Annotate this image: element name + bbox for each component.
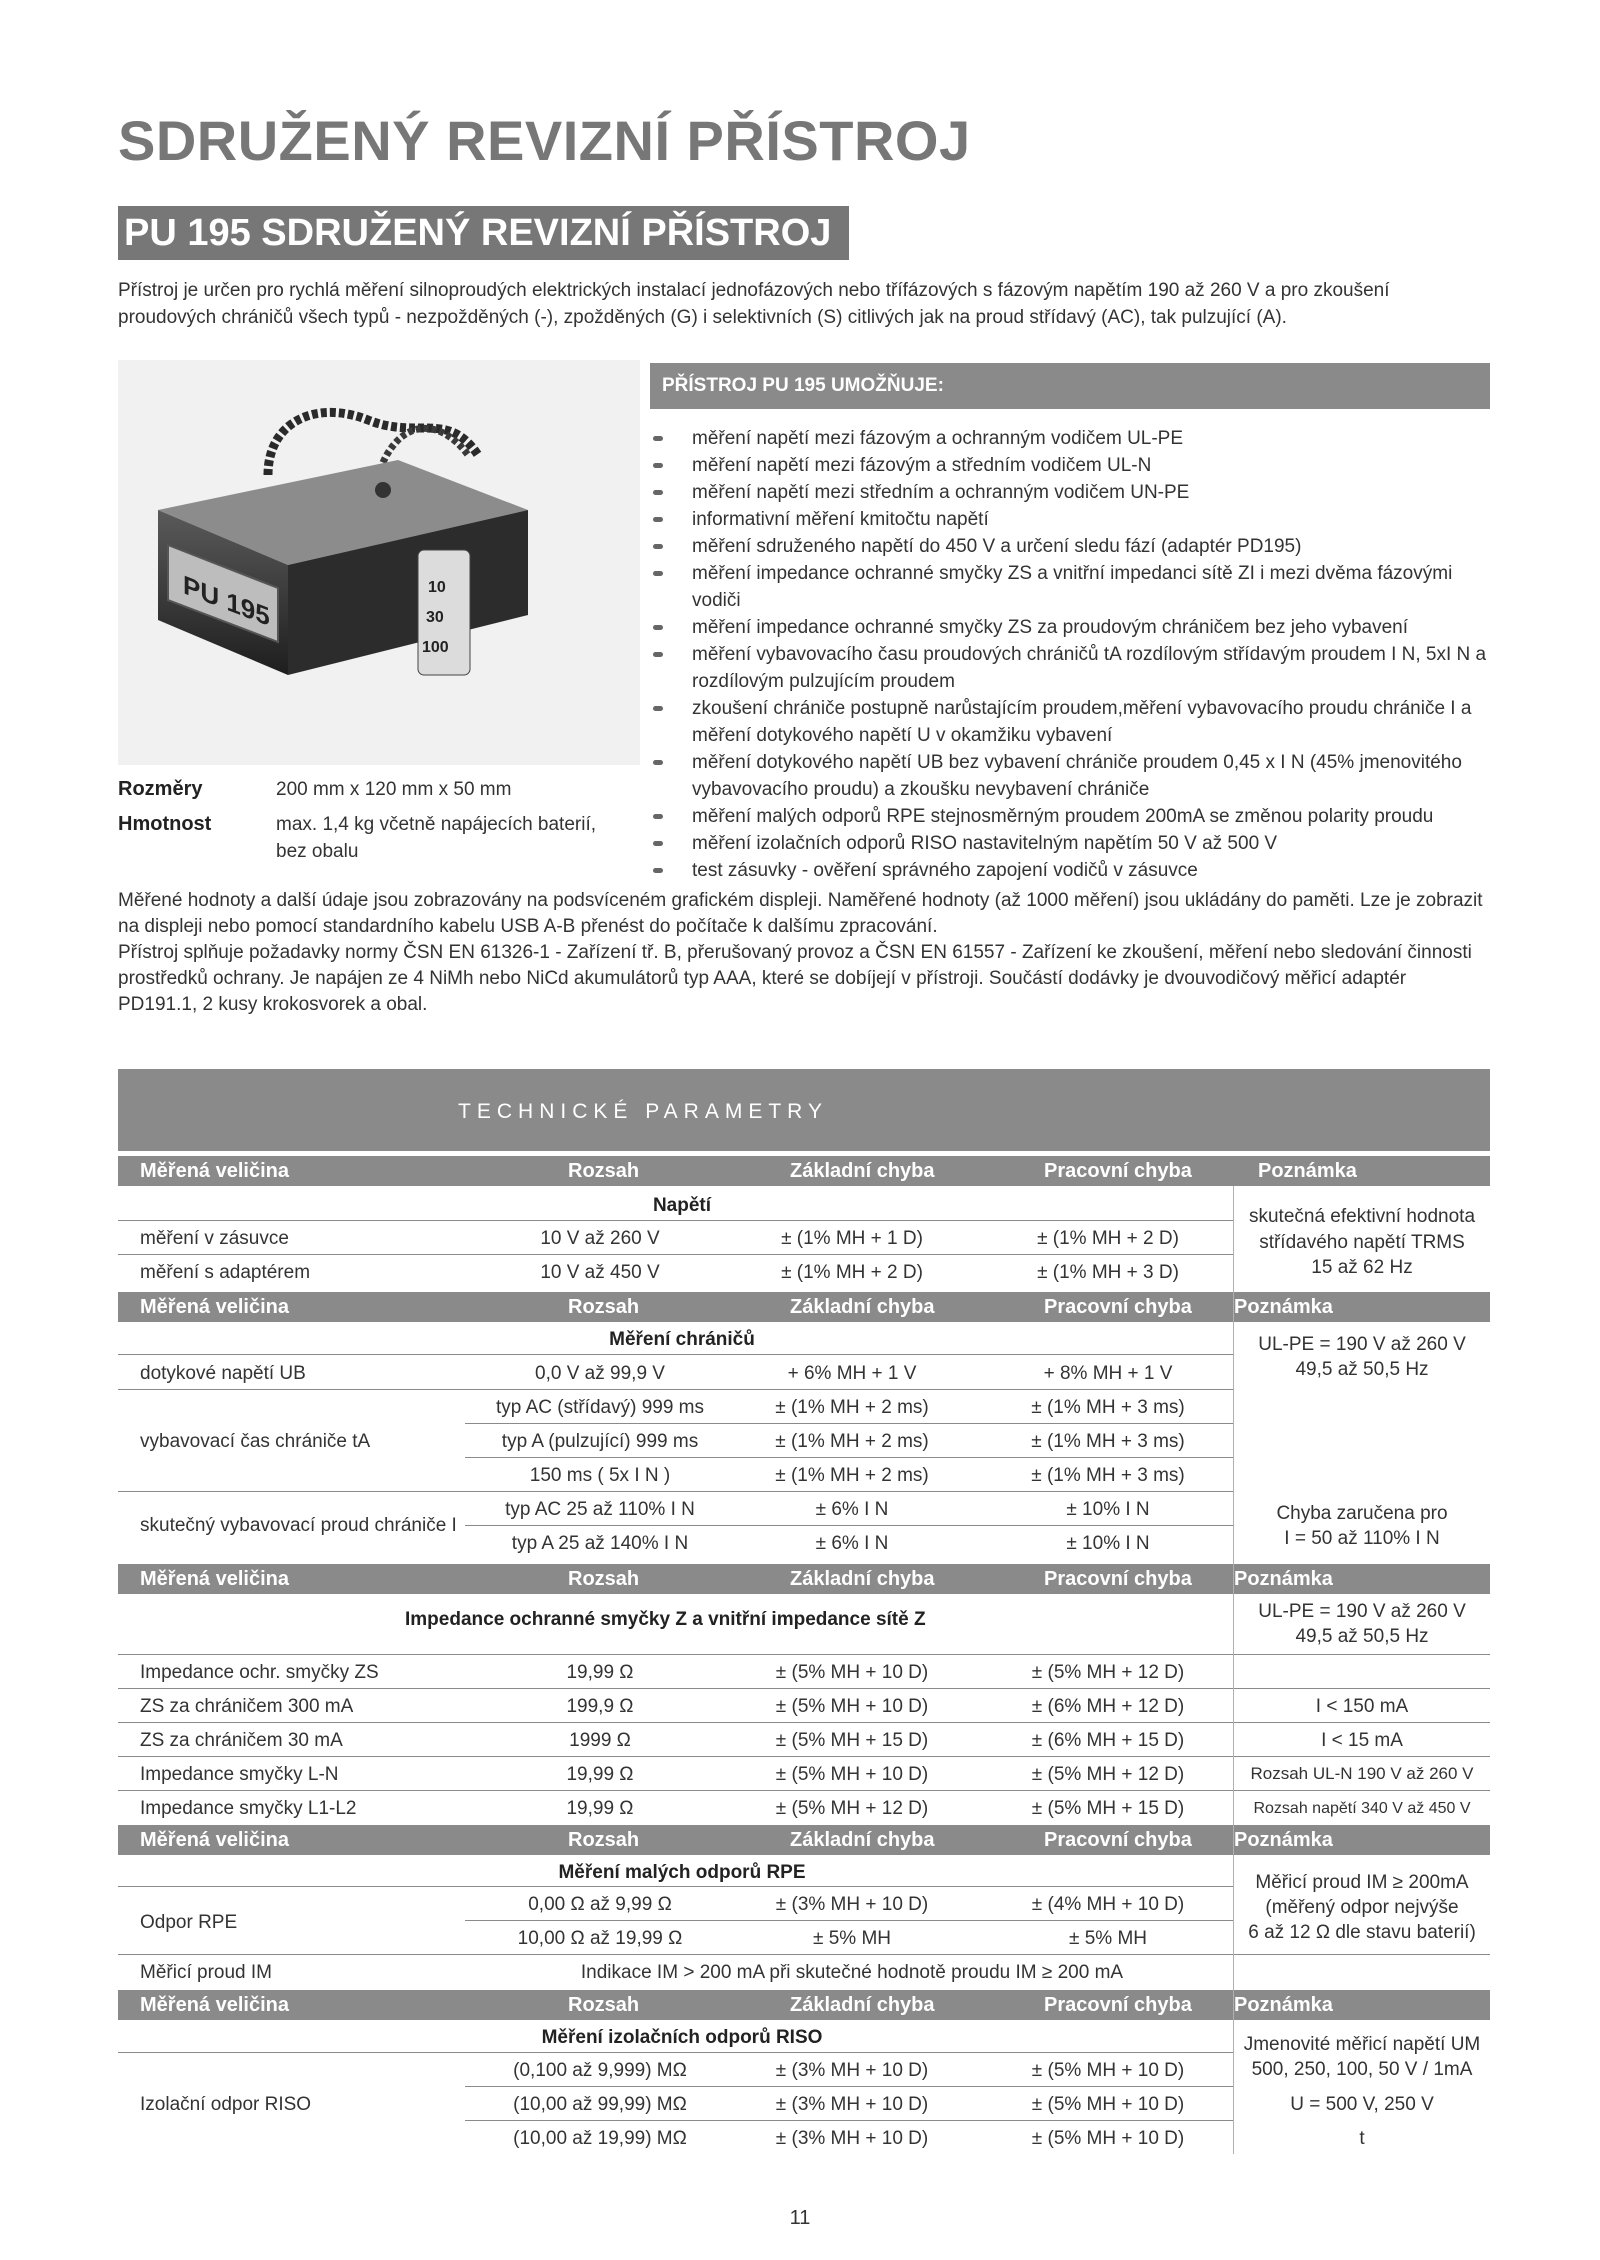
table-note: 15 až 62 Hz	[1311, 1257, 1413, 1278]
description-paragraph-2: Přístroj splňuje požadavky normy ČSN EN 61326-1 - Zařízení tř. B, přerušovaný provoz a ČSN EN 61557 - Zařízení ke zkoušení, měření nebo sledování činnosti prostředků ochrany. Je napájen ze 4 NiMh nebo NiCd akumulátorů typ AAA, které se dobíjejí v přístroji. Součástí dodávky je dvouvodičový měřicí adaptér PD191.1, 2 kusy krokosvorek a obal.	[118, 942, 1472, 1015]
table-cell: ± 10% I N	[1066, 1533, 1150, 1554]
table-note: Měřicí proud IM ≥ 200mA	[1255, 1872, 1469, 1893]
dial-label-2: 30	[426, 609, 444, 626]
table-cell: ± (5% MH + 15 D)	[775, 1730, 929, 1751]
table-note: (měřený odpor nejvýše	[1265, 1897, 1459, 1918]
table-header-row	[118, 1825, 1490, 1855]
weight-value-2: bez obalu	[276, 841, 359, 862]
table-cell: 19,99 Ω	[566, 1662, 634, 1683]
table-cell: + 8% MH + 1 V	[1043, 1363, 1173, 1384]
table-cell: vybavovací čas chrániče tA	[140, 1431, 371, 1452]
dimensions-value: 200 mm x 120 mm x 50 mm	[276, 779, 512, 800]
table-note: skutečná efektivní hodnota	[1248, 1206, 1476, 1227]
table-cell: 10,00 Ω až 19,99 Ω	[517, 1928, 683, 1949]
dimensions-label: Rozměry	[118, 778, 203, 800]
table-cell: ± (5% MH + 10 D)	[775, 1696, 929, 1717]
description-text	[118, 888, 1488, 1018]
table-cell: 199,9 Ω	[566, 1696, 634, 1717]
table-cell: typ A (pulzující) 999 ms	[501, 1431, 699, 1452]
table-cell: 19,99 Ω	[566, 1764, 634, 1785]
feature-item: zkoušení chrániče postupně narůstajícím proudem,měření vybavovacího proudu chrániče I a měření dotykového napětí U v okamžiku vybavení	[650, 695, 1500, 749]
header-note: Poznámka	[1234, 1994, 1333, 2016]
table-cell: ± 6% I N	[815, 1499, 889, 1520]
row-divider	[118, 2052, 1233, 2053]
header-working-error: Pracovní chyba	[1044, 1994, 1192, 2016]
table-cell: typ AC 25 až 110% I N	[505, 1499, 695, 1520]
feature-item: měření napětí mezi středním a ochranným vodičem UN-PE	[650, 479, 1500, 506]
table-note: I = 50 až 110% I N	[1284, 1528, 1440, 1549]
header-basic-error: Základní chyba	[790, 1160, 935, 1182]
table-cell: + 6% MH + 1 V	[787, 1363, 917, 1384]
weight-label: Hmotnost	[118, 813, 212, 835]
header-range: Rozsah	[568, 1829, 640, 1851]
table-cell: ± (1% MH + 3 D)	[1037, 1262, 1179, 1283]
table-cell: 0,0 V až 99,9 V	[535, 1363, 665, 1384]
table-cell: ZS za chráničem 300 mA	[140, 1696, 354, 1717]
table-cell: ± (5% MH + 12 D)	[1031, 1764, 1185, 1785]
table-cell: ± 6% I N	[815, 1533, 889, 1554]
table-note: střídavého napětí TRMS	[1259, 1232, 1465, 1253]
header-working-error: Pracovní chyba	[1044, 1296, 1192, 1318]
header-note: Poznámka	[1234, 1568, 1333, 1590]
table-cell: ± (5% MH + 10 D)	[775, 1662, 929, 1683]
page-title: SDRUŽENÝ REVIZNÍ PŘÍSTROJ	[118, 109, 971, 172]
device-illustration	[118, 360, 640, 765]
feature-item: měření vybavovacího času proudových chráničů tA rozdílovým střídavým proudem I N, 5xI N a rozdílovým pulzujícím proudem	[650, 641, 1500, 695]
page-number: 11	[789, 2207, 811, 2229]
row-divider	[118, 1654, 1490, 1655]
header-quantity: Měřená veličina	[140, 1160, 289, 1182]
table-cell: 1999 Ω	[569, 1730, 631, 1751]
table-cell: 150 ms ( 5x I N )	[529, 1465, 671, 1486]
feature-item: měření impedance ochranné smyčky ZS za proudovým chráničem bez jeho vybavení	[650, 614, 1500, 641]
table-note: Jmenovité měřicí napětí UM	[1243, 2034, 1481, 2055]
table-title: TECHNICKÉ PARAMETRY	[458, 1100, 828, 1123]
table-cell: 0,00 Ω až 9,99 Ω	[528, 1894, 672, 1915]
table-cell: 10 V až 260 V	[540, 1228, 660, 1249]
header-working-error: Pracovní chyba	[1044, 1829, 1192, 1851]
section-impedance-title: Impedance ochranné smyčky Z a vnitřní impedance sítě Z	[405, 1609, 926, 1630]
row-divider	[118, 1954, 1490, 1955]
table-header-row	[118, 1990, 1490, 2020]
table-cell: ± (5% MH + 12 D)	[1031, 1662, 1185, 1683]
row-divider	[118, 1491, 1233, 1492]
table-note: 500, 250, 100, 50 V / 1mA	[1251, 2059, 1473, 2080]
feature-item: informativní měření kmitočtu napětí	[650, 506, 1500, 533]
dial-label-3: 100	[422, 639, 449, 656]
table-note: Rozsah UL-N 190 V až 260 V	[1250, 1764, 1474, 1783]
table-note: Rozsah napětí 340 V až 450 V	[1253, 1800, 1471, 1817]
device-model-label: PU 195	[183, 569, 270, 633]
table-cell: ± (5% MH + 12 D)	[775, 1798, 929, 1819]
table-note: 6 až 12 Ω dle stavu baterií)	[1248, 1922, 1476, 1943]
feature-item: měření izolačních odporů RISO nastavitelným napětím 50 V až 500 V	[650, 830, 1500, 857]
table-cell: Impedance smyčky L-N	[140, 1764, 339, 1785]
table-cell: ± 10% I N	[1066, 1499, 1150, 1520]
table-cell: ± (5% MH + 15 D)	[1031, 1798, 1185, 1819]
table-cell: ± (5% MH + 10 D)	[1031, 2094, 1185, 2115]
row-divider	[465, 2086, 1233, 2087]
feature-item: měření napětí mezi fázovým a ochranným vodičem UL-PE	[650, 425, 1500, 452]
table-cell: ± (6% MH + 12 D)	[1031, 1696, 1185, 1717]
header-basic-error: Základní chyba	[790, 1568, 935, 1590]
table-cell: ± 5% MH	[1069, 1928, 1147, 1949]
table-note: t	[1359, 2128, 1365, 2149]
section-insulation-title: Měření izolačních odporů RISO	[541, 2027, 823, 2048]
feature-item: test zásuvky - ověření správného zapojení vodičů v zásuvce	[650, 857, 1500, 884]
feature-item: měření impedance ochranné smyčky ZS a vnitřní impedanci sítě ZI i mezi dvěma fázovými vodiči	[650, 560, 1500, 614]
section-title: PU 195 SDRUŽENÝ REVIZNÍ PŘÍSTROJ	[124, 212, 832, 254]
table-cell: ± (1% MH + 1 D)	[781, 1228, 923, 1249]
table-cell: ± (3% MH + 10 D)	[775, 1894, 929, 1915]
table-note: U = 500 V, 250 V	[1290, 2094, 1434, 2115]
row-divider	[465, 1423, 1233, 1424]
weight-value-1: max. 1,4 kg včetně napájecích baterií,	[276, 814, 597, 835]
feature-item: měření dotykového napětí UB bez vybavení chrániče proudem 0,45 x I N (45% jmenovitého vybavovacího proudu) a zkoušku nevybavení chrániče	[650, 749, 1500, 803]
table-note: UL-PE = 190 V až 260 V	[1258, 1334, 1466, 1355]
description-paragraph-1: Měřené hodnoty a další údaje jsou zobrazovány na podsvíceném grafickém displeji. Naměřené hodnoty (až 1000 měření) jsou ukládány do paměti. Lze je zobrazit na displeji nebo pomocí standardního kabelu USB A-B přenést do počítače k dalšímu zpracování.	[118, 890, 1483, 937]
table-cell: typ A 25 až 140% I N	[511, 1533, 689, 1554]
row-divider	[118, 1886, 1233, 1887]
table-header-row	[118, 1292, 1490, 1322]
feature-item: měření napětí mezi fázovým a středním vodičem UL-N	[650, 452, 1500, 479]
section-voltage-title: Napětí	[652, 1195, 712, 1216]
header-range: Rozsah	[568, 1568, 640, 1590]
table-cell: ZS za chráničem 30 mA	[140, 1730, 343, 1751]
row-divider	[465, 1525, 1233, 1526]
table-cell: ± (1% MH + 3 ms)	[1031, 1465, 1185, 1486]
table-cell: ± (1% MH + 3 ms)	[1031, 1397, 1185, 1418]
header-range: Rozsah	[568, 1160, 640, 1182]
row-divider	[465, 1920, 1233, 1921]
table-cell: Izolační odpor RISO	[140, 2094, 312, 2115]
table-note: I < 15 mA	[1321, 1730, 1403, 1751]
table-cell: skutečný vybavovací proud chrániče I	[140, 1515, 457, 1536]
table-cell: ± (1% MH + 2 ms)	[775, 1465, 929, 1486]
table-cell: Měřicí proud IM	[140, 1962, 272, 1983]
intro-paragraph: Přístroj je určen pro rychlá měření silnoproudých elektrických instalací jednofázových nebo třífázových s fázovým napětím 190 až 260 V a pro zkoušení proudových chráničů všech typů - nezpožděných (-), zpožděných (G) i selektivních (S) citlivých jak na proud střídavý (AC), tak pulzující (A).	[118, 280, 1390, 328]
table-cell: (10,00 až 19,99) MΩ	[513, 2128, 687, 2149]
connector-socket	[375, 482, 391, 498]
header-quantity: Měřená veličina	[140, 1829, 289, 1851]
table-cell: typ AC (střídavý) 999 ms	[495, 1397, 705, 1418]
row-divider	[118, 1756, 1490, 1757]
table-header-row	[118, 1564, 1490, 1594]
table-cell: měření v zásuvce	[140, 1228, 289, 1249]
table-cell: ± (5% MH + 10 D)	[775, 1764, 929, 1785]
table-cell: ± (3% MH + 10 D)	[775, 2094, 929, 2115]
table-cell: ± (4% MH + 10 D)	[1031, 1894, 1185, 1915]
header-working-error: Pracovní chyba	[1044, 1568, 1192, 1590]
table-cell: Odpor RPE	[140, 1912, 238, 1933]
device-photo	[118, 360, 640, 765]
header-note: Poznámka	[1234, 1296, 1333, 1318]
dial-label-1: 10	[428, 579, 446, 596]
section-low-resistance-title: Měření malých odporů RPE	[558, 1862, 806, 1883]
table-cell: ± (3% MH + 10 D)	[775, 2060, 929, 2081]
table-cell: ± (1% MH + 2 ms)	[775, 1397, 929, 1418]
row-divider	[118, 1220, 1233, 1221]
table-cell: 10 V až 450 V	[540, 1262, 660, 1283]
table-cell: Impedance smyčky L1-L2	[140, 1798, 357, 1819]
table-cell: (10,00 až 99,99) MΩ	[513, 2094, 687, 2115]
table-cell: Indikace IM > 200 mA při skutečné hodnotě proudu IM ≥ 200 mA	[580, 1962, 1124, 1983]
table-cell: ± (6% MH + 15 D)	[1031, 1730, 1185, 1751]
features-list	[650, 425, 1500, 884]
row-divider	[118, 1722, 1490, 1723]
header-range: Rozsah	[568, 1994, 640, 2016]
features-heading: PŘÍSTROJ PU 195 UMOŽŇUJE:	[662, 375, 944, 396]
table-cell: ± (1% MH + 2 ms)	[775, 1431, 929, 1452]
table-note: I < 150 mA	[1315, 1696, 1409, 1717]
header-range: Rozsah	[568, 1296, 640, 1318]
table-cell: (0,100 až 9,999) MΩ	[513, 2060, 687, 2081]
table-cell: ± (5% MH + 10 D)	[1031, 2128, 1185, 2149]
row-divider	[465, 1457, 1233, 1458]
feature-item: měření sdruženého napětí do 450 V a určení sledu fází (adaptér PD195)	[650, 533, 1500, 560]
header-note: Poznámka	[1234, 1829, 1333, 1851]
header-quantity: Měřená veličina	[140, 1994, 289, 2016]
table-cell: 19,99 Ω	[566, 1798, 634, 1819]
header-basic-error: Základní chyba	[790, 1994, 935, 2016]
header-note: Poznámka	[1258, 1160, 1357, 1182]
header-quantity: Měřená veličina	[140, 1568, 289, 1590]
row-divider	[118, 1790, 1490, 1791]
table-cell: ± (1% MH + 3 ms)	[1031, 1431, 1185, 1452]
section-rcd-title: Měření chráničů	[609, 1329, 755, 1350]
header-working-error: Pracovní chyba	[1044, 1160, 1192, 1182]
table-note: Chyba zaručena pro	[1276, 1503, 1448, 1524]
header-quantity: Měřená veličina	[140, 1296, 289, 1318]
note-column-divider	[1233, 1186, 1234, 2154]
table-cell: měření s adaptérem	[140, 1262, 311, 1283]
row-divider	[118, 1389, 1233, 1390]
table-cell: ± 5% MH	[813, 1928, 891, 1949]
table-note: 49,5 až 50,5 Hz	[1295, 1626, 1429, 1647]
table-cell: Impedance ochr. smyčky ZS	[140, 1662, 379, 1683]
table-cell: ± (5% MH + 10 D)	[1031, 2060, 1185, 2081]
header-basic-error: Základní chyba	[790, 1829, 935, 1851]
table-note: 49,5 až 50,5 Hz	[1295, 1359, 1429, 1380]
row-divider	[118, 1354, 1233, 1355]
table-header-row	[118, 1156, 1490, 1186]
row-divider	[465, 2120, 1233, 2121]
table-note: UL-PE = 190 V až 260 V	[1258, 1601, 1466, 1622]
row-divider	[118, 1688, 1490, 1689]
table-cell: ± (1% MH + 2 D)	[1037, 1228, 1179, 1249]
row-divider	[118, 1254, 1233, 1255]
table-cell: ± (1% MH + 2 D)	[781, 1262, 923, 1283]
table-cell: ± (3% MH + 10 D)	[775, 2128, 929, 2149]
table-cell: dotykové napětí UB	[140, 1363, 306, 1384]
features-heading-band	[650, 363, 1490, 409]
header-basic-error: Základní chyba	[790, 1296, 935, 1318]
feature-item: měření malých odporů RPE stejnosměrným proudem 200mA se změnou polarity proudu	[650, 803, 1500, 830]
